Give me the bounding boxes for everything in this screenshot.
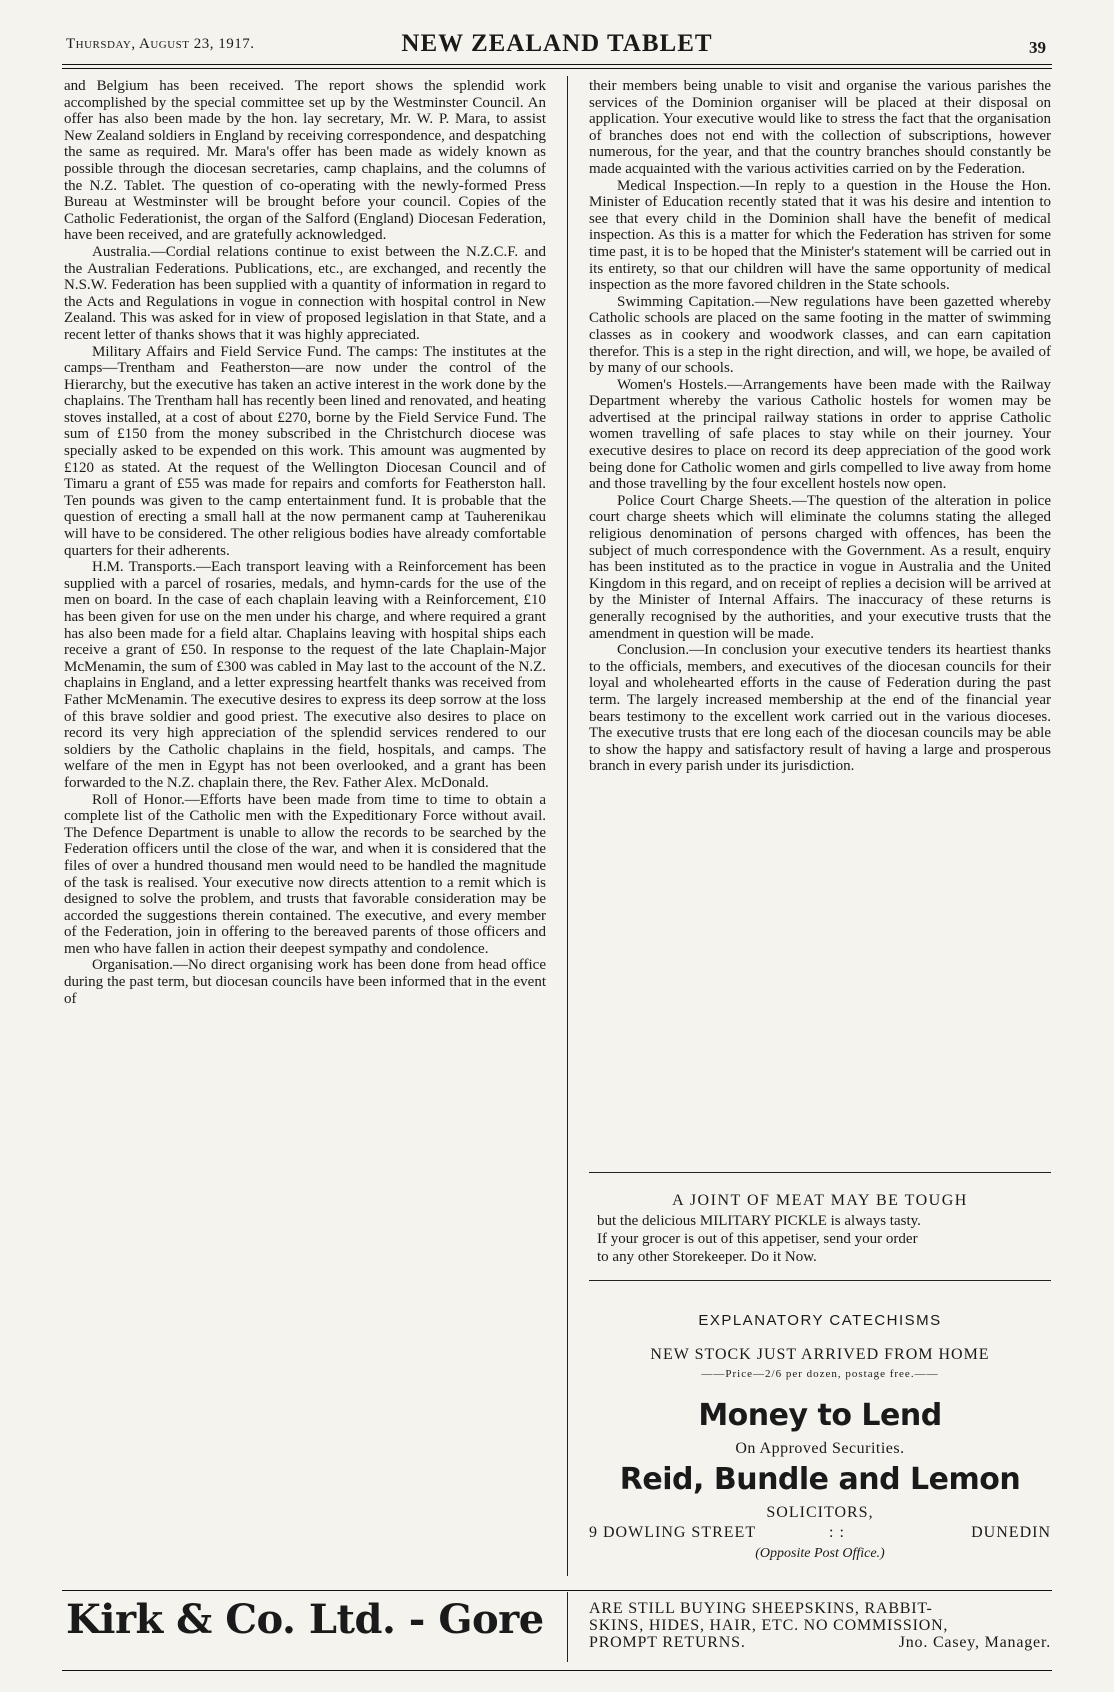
kirk-company-name: Kirk & Co. Ltd. - Gore bbox=[66, 1596, 544, 1643]
money-ad-opposite: (Opposite Post Office.) bbox=[755, 1546, 885, 1561]
column-divider bbox=[567, 76, 568, 1576]
city-name: DUNEDIN bbox=[971, 1524, 1051, 1541]
kirk-manager: Jno. Casey, Manager. bbox=[898, 1634, 1051, 1651]
kirk-ad-line: SKINS, HIDES, HAIR, ETC. NO COMMISSION, bbox=[589, 1617, 949, 1634]
meat-ad-line: but the delicious MILITARY PICKLE is always tasty. bbox=[597, 1213, 921, 1229]
article-paragraph: Organisation.—No direct organising work has been done from head office during the past term, but diocesan councils have been informed that in the event of bbox=[64, 957, 546, 1007]
masthead-rule bbox=[62, 64, 1052, 65]
meat-ad-line: to any other Storekeeper. Do it Now. bbox=[597, 1249, 817, 1265]
money-ad-solicitors: SOLICITORS, bbox=[766, 1504, 874, 1521]
ad-rule bbox=[589, 1172, 1051, 1173]
page-number: 39 bbox=[1029, 38, 1046, 57]
kirk-ad-line: ARE STILL BUYING SHEEPSKINS, RABBIT- bbox=[589, 1600, 933, 1617]
kirk-ad-text bbox=[589, 1600, 1051, 1651]
article-paragraph: Military Affairs and Field Service Fund. The camps: The institutes at the camps—Trentham and Featherston—are now under the control of the Hierarchy, but the executive has taken an active interest in the work done by the chaplains. The Trentham hall has recently been lined and renovated, and heating stoves installed, at a cost of about £270, borne by the Field Service Fund. The sum of £150 from the money subscribed in the Christchurch diocese was specially asked to be expended on this work. This amount was augmented by £120 as stated. At the request of the Wellington Diocesan Council and of Timaru a grant of £55 was made for repairs and comforts for Featherston hall. Ten pounds was given to the camp entertainment fund. It is probable that the question of erecting a small hall at the now permanent camp at Tauherenikau will have to be considered. The other religious bodies have already comfortable quarters for their adherents. bbox=[64, 343, 546, 559]
ad-rule bbox=[589, 1280, 1051, 1281]
article-paragraph: Police Court Charge Sheets.—The question of the alteration in police court charge sheets which will eliminate the columns stating the alleged religious denomination of persons charged with offences, has been the subject of much correspondence with the Government. As a result, enquiry has been instituted as to the practice in vogue in Australia and the United Kingdom in this regard, and on receipt of replies a decision will be arrived at by the Minister of Internal Affairs. The inaccuracy of these returns is generally recognised by the authorities, and your executive trusts that the amendment in question will be made. bbox=[589, 492, 1051, 642]
money-ad-securities: On Approved Securities. bbox=[735, 1440, 905, 1457]
article-paragraph: Swimming Capitation.—New regulations have been gazetted whereby Catholic schools are placed on the same footing in the matter of swimming classes as in cookery and woodwork classes, and can earn capitation therefor. This is a step in the right direction, and will, we hope, be availed of by many of our schools. bbox=[589, 293, 1051, 377]
article-paragraph: Conclusion.—In conclusion your executive tenders its heartiest thanks to the officials, members, and executives of the diocesan councils for their loyal and wholehearted efforts in the cause of Federation during the past term. The largely increased membership at the end of the financial year bears testimony to the excellent work carried out in the various dioceses. The executive trusts that ere long each of the diocesan councils may be able to show the happy and satisfactory result of having a large and prosperous branch in every parish under its jurisdiction. bbox=[589, 642, 1051, 775]
left-column bbox=[64, 78, 546, 1558]
meat-ad-headline: A JOINT OF MEAT MAY BE TOUGH bbox=[672, 1192, 968, 1209]
catechism-ad-price: ——Price—2/6 per dozen, postage free.—— bbox=[701, 1368, 939, 1380]
right-column bbox=[589, 78, 1051, 1138]
article-paragraph: Women's Hostels.—Arrangements have been made with the Railway Department whereby the various Catholic hostels for women may be advertised at the principal railway stations in order to apprise Catholic women travelling of safe places to stay while on their journey. Your executive desires to place on record its deep appreciation of the good work being done for Catholic women and girls compelled to live away from home and those travelling by the four excellent hostels now open. bbox=[589, 376, 1051, 493]
meat-ad-line: If your grocer is out of this appetiser, send your order bbox=[597, 1231, 918, 1247]
bottom-rule bbox=[62, 1590, 1052, 1591]
street-address: 9 DOWLING STREET bbox=[589, 1524, 757, 1541]
article-paragraph: Australia.—Cordial relations continue to exist between the N.Z.C.F. and the Australian Federations. Publications, etc., are exchanged, and recently the N.S.W. Federation has been supplied with a quantity of information in regard to the Acts and Regulations in vogue in connection with hospital control in New Zealand. This was asked for in view of proposed legislation in that State, and a recent letter of thanks shows that it was highly appreciated. bbox=[64, 243, 546, 343]
catechism-ad-title: EXPLANATORY CATECHISMS bbox=[698, 1312, 942, 1329]
masthead bbox=[62, 26, 1052, 62]
article-paragraph: Roll of Honor.—Efforts have been made from time to time to obtain a complete list of the Catholic men with the Expeditionary Force without avail. The Defence Department is unable to allow the records to be searched by the Federation officers until the close of the war, and when it is considered that the files of over a hundred thousand men would need to be handled the magnitude of the task is realised. Your executive now directs attention to a remit which is designed to solve the problem, and trusts that favorable consideration may be accorded the suggestions therein contained. The executive, and every member of the Federation, join in offering to the bereaved parents of those officers and men who have fallen in action their deepest sympathy and condolence. bbox=[64, 791, 546, 957]
newspaper-title: NEW ZEALAND TABLET bbox=[401, 30, 713, 57]
masthead-rule-thin bbox=[62, 68, 1052, 69]
money-to-lend-headline: Money to Lend bbox=[698, 1398, 942, 1433]
article-paragraph: H.M. Transports.—Each transport leaving with a Reinforcement has been supplied with a parcel of rosaries, medals, and hymn-cards for the use of the men on board. In the case of each chaplain leaving with a Reinforcement, £10 has been given for use on the men under his charge, and where required a grant has also been made for a field altar. Chaplains leaving with hospital ships each receive a grant of £50. In response to the request of the late Chaplain-Major McMenamin, the sum of £300 was cabled in May last to the account of the N.Z. chaplains in England, and a letter expressing heartfelt thanks was received from Father McMenamin. The executive desires to express its deep sorrow at the loss of this brave soldier and good priest. The executive also desires to place on record its very high appreciation of the splendid services rendered to our soldiers by the Catholic chaplains in the field, hospitals, and camps. The welfare of the men in Egypt has not been overlooked, and a grant has been forwarded to the N.Z. chaplain there, the Rev. Father Alex. McDonald. bbox=[64, 559, 546, 791]
catechism-ad-subtitle: NEW STOCK JUST ARRIVED FROM HOME bbox=[650, 1346, 990, 1363]
bottom-divider bbox=[567, 1592, 568, 1662]
article-paragraph: Medical Inspection.—In reply to a question in the House the Hon. Minister of Education recently stated that it was his desire and intention to see that every child in the Dominion shall have the benefit of medical inspection. As this is a matter for which the Federation has striven for some time past, it is to be hoped that the Minister's statement will be carried out in its entirety, so that our children will have the same opportunity of medical inspection as the more favored children in the State schools. bbox=[589, 177, 1051, 294]
article-paragraph: their members being unable to visit and organise the various parishes the services of the Dominion organiser will be placed at their disposal on application. Your executive would like to stress the fact that the organisation of branches does not end with the collection of subscriptions, however numerous, for the year, and that the country branches should constantly be made acquainted with the various activities carried on by the Federation. bbox=[589, 78, 1051, 177]
address-separator: : : bbox=[829, 1524, 845, 1541]
solicitor-firm-name: Reid, Bundle and Lemon bbox=[619, 1462, 1021, 1497]
article-paragraph: and Belgium has been received. The report shows the splendid work accomplished by the special committee set up by the Westminster Council. An offer has also been made by the hon. lay secretary, Mr. W. P. Mara, to assist New Zealand soldiers in England by receiving correspondence, and despatching the same as required. Mr. Mara's offer has been made as widely known as possible through the diocesan secretaries, camp chaplains, and the columns of the N.Z. Tablet. The question of co-operating with the newly-formed Press Bureau at Westminster will be brought before your council. Copies of the Catholic Federationist, the organ of the Salford (England) Diocesan Federation, have been received, and are gratefully acknowledged. bbox=[64, 78, 546, 244]
kirk-ad-line: PROMPT RETURNS. bbox=[589, 1634, 746, 1651]
bottom-rule-thin bbox=[62, 1670, 1052, 1671]
issue-date: Thursday, August 23, 1917. bbox=[66, 36, 255, 52]
